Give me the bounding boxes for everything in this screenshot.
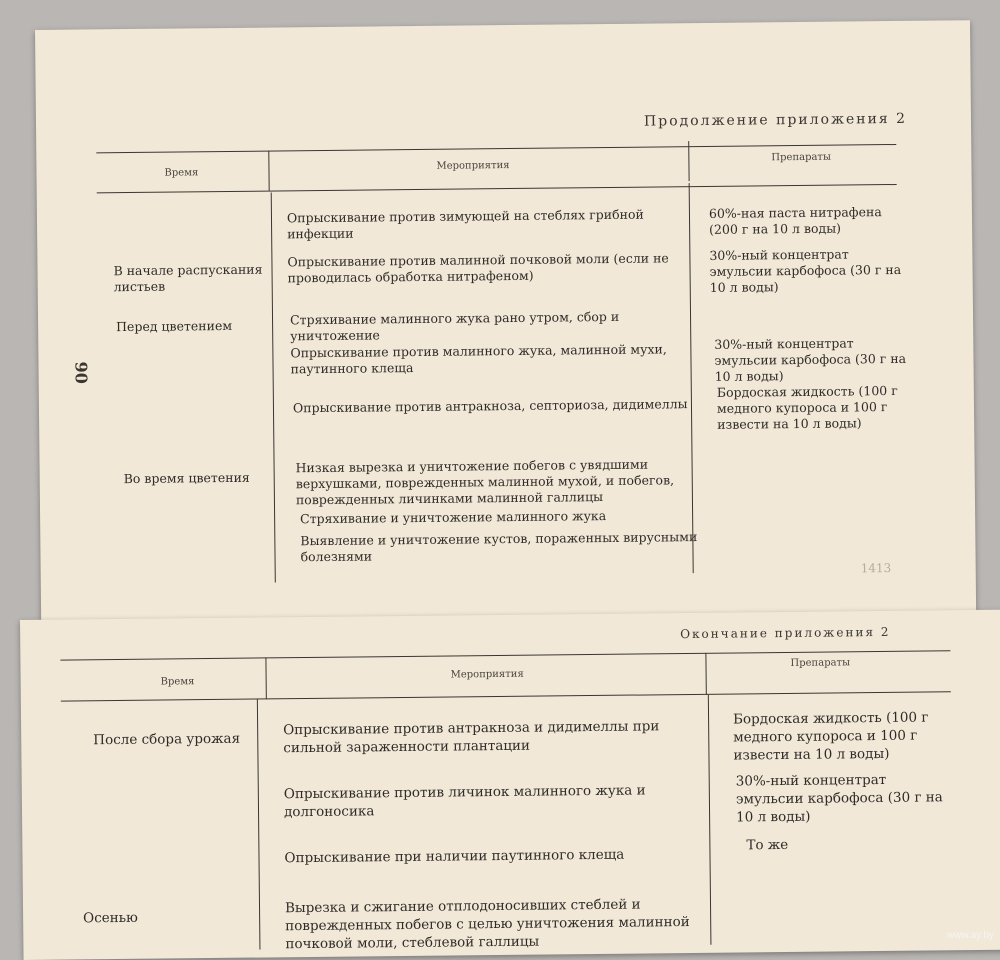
measure-cell: Вырезка и сжигание отплодоносивших стеблей и поврежденных побегов с целью уничтожения малинной почковой моли, стеблевой галлицы xyxy=(284,896,690,953)
time-cell: В начале распускания листьев xyxy=(113,261,263,295)
measure-cell: Низкая вырезка и уничтожение побегов с увядшими верхушками, поврежденных малинной мухой, и побегов, поврежденных личинками малинной галлицы xyxy=(295,456,675,508)
measure-cell: Опрыскивание против антракноза, септориоза, дидимеллы xyxy=(292,396,688,416)
measure-cell: Опрыскивание против зимующей на стеблях грибной инфекции xyxy=(286,206,644,242)
time-cell: Осенью xyxy=(83,909,138,927)
measure-cell: Стряхивание малинного жука рано утром, сбор и уничтожение xyxy=(289,308,620,344)
page-number: 90 xyxy=(71,361,91,384)
time-cell: После сбора урожая xyxy=(93,730,241,749)
measure-cell: Выявление и уничтожение кустов, пораженных вирусными болезнями xyxy=(300,529,698,565)
measure-cell: Опрыскивание против малинного жука, малинной мухи, паутинного клеща xyxy=(290,341,667,377)
continuation-heading: Продолжение приложения 2 xyxy=(643,110,908,130)
header-divider-2 xyxy=(705,653,706,695)
header-divider-1 xyxy=(268,151,269,191)
measure-cell: Стряхивание и уничтожение малинного жука xyxy=(300,508,607,527)
preparation-cell: 30%-ный концентрат эмульсии карбофоса (30 г на 10 л воды) xyxy=(709,246,902,295)
bleed-through-text: 1413 xyxy=(860,561,892,576)
preparation-cell: То же xyxy=(746,836,789,854)
body-divider-1 xyxy=(271,193,276,583)
measure-cell: Опрыскивание против личинок малинного жука и долгоносика xyxy=(283,782,646,821)
watermark: www.ay.by xyxy=(946,930,994,941)
preparation-cell: Бордоская жидкость (100 г медного купороса и 100 г извести на 10 л воды) xyxy=(716,382,898,432)
header-time: Время xyxy=(164,167,199,179)
measure-cell: Опрыскивание против малинной почковой моли (если не проводилась обработка нитрафеном) xyxy=(287,250,669,286)
bottom-book-page xyxy=(20,610,1000,960)
top-book-page xyxy=(35,20,976,626)
measure-cell: Опрыскивание против антракноза и дидимеллы при сильной зараженности плантации xyxy=(283,718,660,757)
header-preparations: Препараты xyxy=(771,151,831,164)
table-header-rule xyxy=(97,184,897,193)
time-cell: Во время цветения xyxy=(123,469,250,487)
time-cell: Перед цветением xyxy=(116,317,233,335)
preparation-cell: Бордоская жидкость (100 г медного купороса и 100 г извести на 10 л воды) xyxy=(732,709,929,764)
preparation-cell: 30%-ный концентрат эмульсии карбофоса (30 г на 10 л воды) xyxy=(714,335,907,384)
preparation-cell: 30%-ный концентрат эмульсии карбофоса (30 г на 10 л воды) xyxy=(735,771,943,826)
header-measures: Мероприятия xyxy=(436,160,510,172)
header-preparations: Препараты xyxy=(790,657,851,669)
body-divider-2 xyxy=(708,695,712,945)
header-divider-2 xyxy=(688,141,689,181)
table-header-rule xyxy=(61,691,951,701)
preparation-cell: 60%-ная паста нитрафена (200 г на 10 л воды) xyxy=(708,204,882,237)
continuation-heading: Окончание приложения 2 xyxy=(680,624,891,642)
measure-cell: Опрыскивание при наличии паутинного клеща xyxy=(284,846,625,867)
header-time: Время xyxy=(160,676,195,688)
header-divider-1 xyxy=(265,657,266,699)
header-measures: Мероприятия xyxy=(450,668,524,681)
